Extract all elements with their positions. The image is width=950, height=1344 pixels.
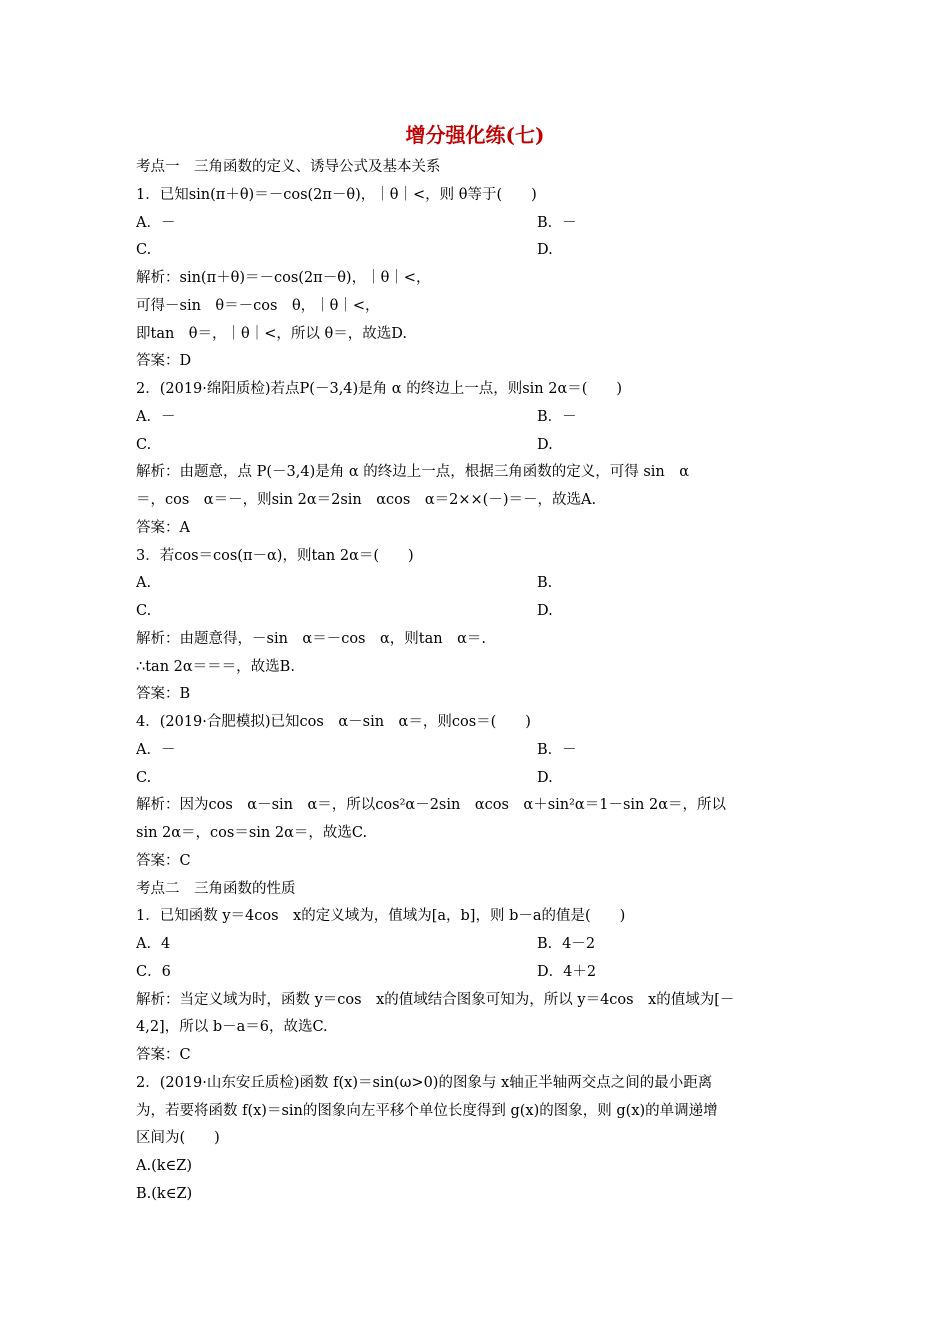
- option-row: [136, 431, 816, 459]
- page-title: 增分强化练(七): [405, 123, 545, 147]
- text-line: 区间为( ): [136, 1130, 220, 1147]
- option-row: [136, 569, 816, 597]
- option-left: A．4: [136, 936, 171, 952]
- text-line: 答案：A: [136, 519, 190, 536]
- option-right: D.: [537, 242, 553, 259]
- text-line: ＝，cos α＝－，则sin 2α＝2sin αcos α＝2××(－)＝－，故选A.: [136, 492, 597, 508]
- text-line: 答案：D: [136, 353, 192, 370]
- text-line: 答案：B: [136, 686, 191, 703]
- text-line: B.(k∈Z): [136, 1185, 193, 1202]
- option-left: C.: [136, 603, 152, 619]
- text-line: 解析：由题意，点 P(－3,4)是角 α 的终边上一点，根据三角函数的定义，可得 sin α: [136, 464, 690, 481]
- option-right: D.: [537, 769, 553, 786]
- option-row: [136, 209, 816, 237]
- text-line: 答案：C: [136, 1047, 191, 1063]
- text-line: 即tan θ＝，｜θ｜<，所以 θ＝，故选D.: [136, 325, 407, 342]
- option-left: C.: [136, 242, 152, 259]
- text-line: 为，若要将函数 f(x)＝sin的图象向左平移个单位长度得到 g(x)的图象，则 g(x)的单调递增: [136, 1102, 718, 1119]
- text-line: sin 2α＝，cos＝sin 2α＝，故选C.: [136, 825, 368, 841]
- option-right: D．4＋2: [537, 963, 597, 980]
- option-right: B．－: [537, 741, 577, 758]
- text-line: 解析：由题意得，－sin α＝－cos α，则tan α＝.: [136, 630, 487, 647]
- text-line: 解析：当定义域为时，函数 y＝cos x的值域结合图象可知为，所以 y＝4cos x的值域为[－: [136, 991, 735, 1008]
- text-line: 可得－sin θ＝－cos θ，｜θ｜<，: [136, 297, 380, 314]
- option-row: [136, 736, 816, 764]
- option-row: [136, 236, 816, 264]
- option-left: C.: [136, 436, 152, 453]
- text-line: 2．(2019·绵阳质检)若点P(－3,4)是角 α 的终边上一点，则sin 2α＝( ): [136, 381, 623, 397]
- text-line: 3．若cos＝cos(π－α)，则tan 2α＝( ): [136, 547, 414, 564]
- option-row: [136, 958, 816, 986]
- option-right: B.: [537, 575, 553, 592]
- section-heading: 考点二 三角函数的性质: [136, 880, 296, 897]
- text-line: 答案：C: [136, 852, 191, 869]
- option-left: A．－: [136, 741, 176, 758]
- option-row: [136, 764, 816, 792]
- option-left: C.: [136, 769, 152, 786]
- option-right: D.: [537, 436, 553, 453]
- text-line: A.(k∈Z): [136, 1158, 192, 1174]
- option-right: B．4－2: [537, 936, 596, 952]
- option-row: [136, 403, 816, 431]
- text-line: 4,2]，所以 b－a＝6，故选C.: [136, 1019, 328, 1036]
- text-line: 解析：sin(π＋θ)＝－cos(2π－θ)，｜θ｜<，: [136, 270, 431, 286]
- option-row: [136, 597, 816, 625]
- text-line: 1．已知sin(π＋θ)＝－cos(2π－θ)，｜θ｜<，则 θ等于( ): [136, 186, 537, 203]
- option-left: A.: [136, 575, 152, 592]
- option-right: B．－: [537, 214, 577, 231]
- option-left: C．6: [136, 963, 171, 980]
- section-heading: 考点一 三角函数的定义、诱导公式及基本关系: [136, 159, 441, 175]
- option-right: B．－: [537, 408, 577, 425]
- text-line: 2．(2019·山东安丘质检)函数 f(x)＝sin(ω>0)的图象与 x轴正半轴两交点之间的最小距离: [136, 1074, 713, 1091]
- option-left: A．－: [136, 214, 176, 231]
- text-line: ∴tan 2α＝＝＝，故选B.: [136, 658, 295, 675]
- text-line: 1．已知函数 y＝4cos x的定义域为，值域为[a，b]，则 b－a的值是( ): [136, 908, 626, 925]
- option-row: [136, 930, 816, 958]
- text-line: 4．(2019·合肥模拟)已知cos α－sin α＝，则cos＝( ): [136, 714, 531, 730]
- option-left: A．－: [136, 408, 176, 425]
- text-line: 解析：因为cos α－sin α＝，所以cos²α－2sin αcos α＋sin²α＝1－sin 2α＝，所以: [136, 797, 726, 814]
- option-right: D.: [537, 603, 553, 619]
